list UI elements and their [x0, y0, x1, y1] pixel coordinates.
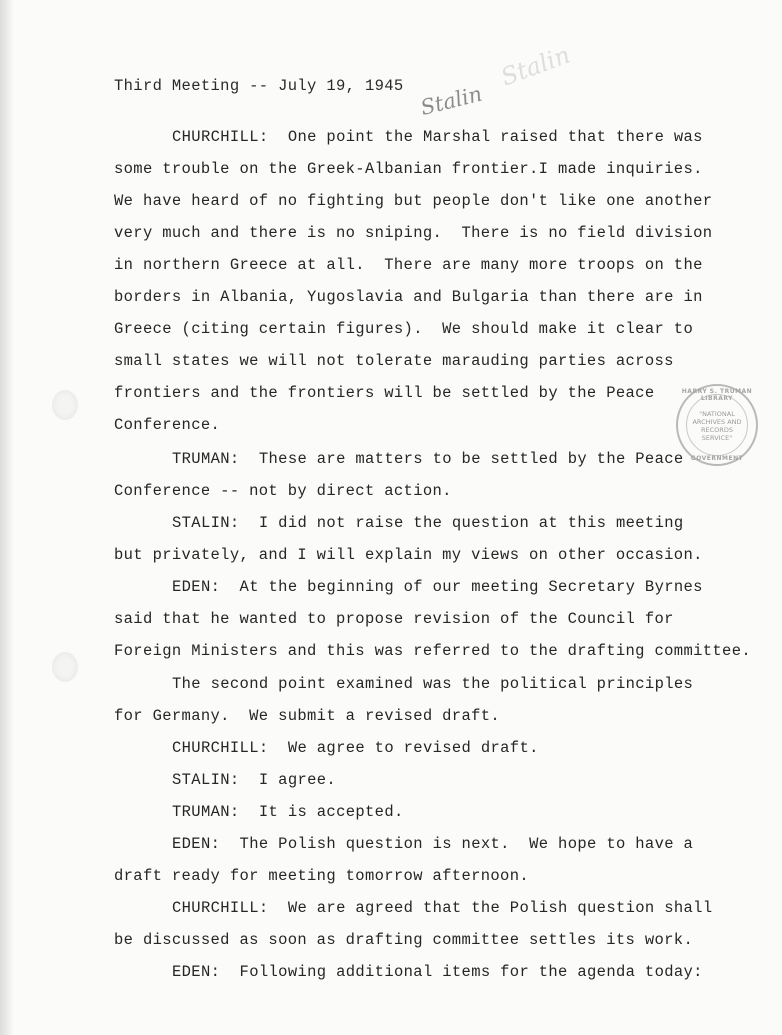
text-line: in northern Greece at all. There are many more troops on the [114, 256, 703, 274]
text-line: borders in Albania, Yugoslavia and Bulgaria than there are in [114, 288, 703, 306]
text-line: TRUMAN: It is accepted. [172, 803, 404, 821]
text-line: very much and there is no sniping. There is no field division [114, 224, 713, 242]
text-line: Greece (citing certain figures). We should make it clear to [114, 320, 694, 338]
text-line: frontiers and the frontiers will be settled by the Peace [114, 384, 655, 402]
text-line: small states we will not tolerate marauding parties across [114, 352, 674, 370]
text-line: The second point examined was the political principles [172, 675, 694, 693]
page-edge-shadow [0, 0, 14, 1035]
text-line: STALIN: I did not raise the question at this meeting [172, 514, 684, 532]
text-line: said that he wanted to propose revision of the Council for [114, 610, 674, 628]
text-line: We have heard of no fighting but people don't like one another [114, 192, 713, 210]
text-line: but privately, and I will explain my views on other occasion. [114, 546, 703, 564]
stamp-bottom-text: GOVERNMENT [690, 455, 744, 462]
text-line: Conference. [114, 416, 221, 434]
document-header: Third Meeting -- July 19, 1945 [114, 77, 404, 95]
text-line: CHURCHILL: One point the Marshal raised that there was [172, 128, 703, 146]
text-line: CHURCHILL: We are agreed that the Polish question shall [172, 899, 713, 917]
stamp-center-text: "NATIONAL ARCHIVES AND RECORDS SERVICE" [692, 410, 742, 442]
text-line: EDEN: The Polish question is next. We hope to have a [172, 835, 694, 853]
text-line: EDEN: At the beginning of our meeting Secretary Byrnes [172, 578, 703, 596]
text-line: EDEN: Following additional items for the agenda today: [172, 963, 703, 981]
text-line: STALIN: I agree. [172, 771, 337, 789]
text-line: Foreign Ministers and this was referred to the drafting committee. [114, 642, 751, 660]
text-line: for Germany. We submit a revised draft. [114, 707, 501, 725]
text-line: some trouble on the Greek-Albanian frontier.I made inquiries. [114, 160, 703, 178]
text-line: TRUMAN: These are matters to be settled by the Peace [172, 450, 684, 468]
archive-stamp [676, 384, 758, 466]
faint-handwritten-annotation: Stalin [497, 40, 574, 92]
text-line: Conference -- not by direct action. [114, 482, 452, 500]
stamp-top-text: HARRY S. TRUMAN LIBRARY [681, 388, 753, 402]
text-line: be discussed as soon as drafting committee settles its work. [114, 931, 694, 949]
handwritten-annotation: Stalin [418, 81, 485, 120]
punch-hole [52, 390, 78, 420]
text-line: CHURCHILL: We agree to revised draft. [172, 739, 539, 757]
punch-hole [52, 652, 78, 682]
text-line: draft ready for meeting tomorrow afternoon. [114, 867, 530, 885]
